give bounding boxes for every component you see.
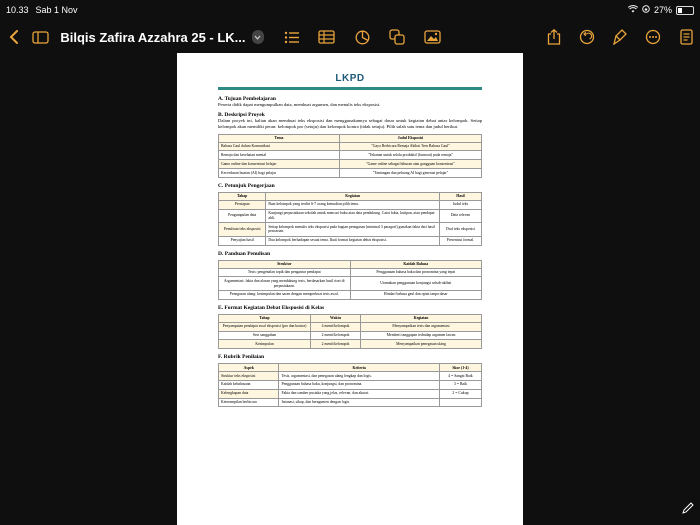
- table-cell: Kunjungi perpustakaan sekolah untuk mencari buku atau data pendukung. Catat fakta, kutipan, atau pendapat ahli.: [266, 209, 440, 223]
- chevron-left-icon: [9, 30, 19, 44]
- table-cell: Penyampaian pendapat awal eksposisi (pro dan kontra): [219, 322, 311, 331]
- table-row: [219, 372, 482, 381]
- table-cell: Draf teks eksposisi: [439, 223, 481, 237]
- table-row: [219, 331, 482, 340]
- heading-rule: [218, 87, 482, 90]
- table-cell: Memberi tanggapan terhadap argumen lawan: [361, 331, 482, 340]
- chevron-down-icon: [254, 35, 261, 40]
- section-b-title: B. Deskripsi Proyek: [218, 112, 265, 119]
- table-icon: [318, 30, 335, 44]
- table-cell: Tesis, argumentasi, dan penegasan ulang lengkap dan logis.: [279, 372, 439, 381]
- table-cell: Hindari bahasa gaul dan opini tanpa dasar: [350, 290, 482, 299]
- table-cell: Kecerdasan buatan (AI) bagi pelajar: [219, 169, 340, 178]
- section-b-text: Dalam proyek ini, kalian akan membuat teks eksposisi dan menggunakannya sebagai dasar untuk kegiatan debat antar kelompok. Setiap kelompok akan memiliki peran: kelompok pro (setuju) dan kelompok kontra (tidak setuju). Pilih salah satu tema dan judul berikut.: [218, 118, 482, 130]
- table-cell: Kaidah kebahasaan: [219, 380, 279, 389]
- wifi-icon: [628, 5, 638, 15]
- table-header: Skor (1-4): [439, 364, 481, 372]
- writing-guide-table: [218, 260, 482, 300]
- table-row: [219, 236, 482, 245]
- table-cell: 2 menit/kelompok: [311, 340, 361, 349]
- table-cell: Tesis: pengenalan topik dan pengantar pendapat: [219, 268, 351, 277]
- score-cell: 3 = Baik: [439, 380, 481, 389]
- table-row: [219, 169, 482, 178]
- table-header: Kaidah Bahasa: [350, 260, 482, 268]
- table-cell: Penggunaan bahasa baku dan pronomina yang tepat: [350, 268, 482, 277]
- lock-rotation-icon: [642, 5, 650, 15]
- table-cell: "Gaya Berbicara Remaja Akibat Tren Bahasa Gaul": [339, 142, 481, 151]
- table-row: [219, 290, 482, 299]
- table-cell: Penegasan ulang: kesimpulan dan saran dengan memperkuat tesis awal.: [219, 290, 351, 299]
- list-button[interactable]: [278, 22, 305, 52]
- table-cell: Presentasi formal.: [439, 236, 481, 245]
- table-cell: Bahasa Gaul dalam Komunikasi: [219, 142, 340, 151]
- undo-button[interactable]: [573, 22, 600, 52]
- table-cell: Menyampaikan tesis dan argumentasi: [361, 322, 482, 331]
- table-button[interactable]: [313, 22, 340, 52]
- section-f-title: F. Rubrik Penilaian: [218, 354, 265, 361]
- format-button[interactable]: [606, 22, 633, 52]
- table-header: Waktu: [311, 314, 361, 322]
- section-a-title: A. Tujuan Pembelajaran: [218, 96, 276, 102]
- edit-pencil-button[interactable]: [682, 501, 694, 519]
- status-time: 10.33: [6, 5, 29, 15]
- document-icon: [680, 29, 693, 45]
- document-options-button[interactable]: [673, 22, 700, 52]
- table-cell: Kesimpulan: [219, 340, 311, 349]
- back-button[interactable]: [0, 22, 27, 52]
- document-title[interactable]: Bilqis Zafira Azzahra 25 - LK...: [60, 29, 246, 45]
- table-header: Kegiatan: [361, 314, 482, 322]
- table-row: [219, 223, 482, 237]
- rubric-table: [218, 363, 482, 407]
- table-row: [219, 160, 482, 169]
- image-icon: [424, 30, 441, 44]
- table-cell: Dua kelompok berhadapan sesuai tema. Ikuti format kegiatan debat eksposisi.: [266, 236, 440, 245]
- steps-table: [218, 192, 482, 246]
- table-cell: "Tekanan untuk selalu produktif (burnout) pada remaja": [339, 151, 481, 160]
- shapes-button[interactable]: [384, 22, 411, 52]
- debate-format-table: [218, 314, 482, 349]
- table-header: Judul Eksposisi: [339, 134, 481, 142]
- toolbar: [0, 20, 700, 54]
- table-row: [219, 268, 482, 277]
- undo-icon: [579, 29, 595, 45]
- table-cell: Penyajian hasil: [219, 236, 266, 245]
- table-row: [219, 277, 482, 291]
- sidebar-icon: [32, 31, 49, 44]
- table-cell: Setiap kelompok menulis teks eksposisi pada bagian penugasan (minimal 3 paragraf) gunakan fakta dari hasil pencarian.: [266, 223, 440, 237]
- score-cell: 4 = Sangat Baik: [439, 372, 481, 381]
- table-cell: Sesi sanggahan: [219, 331, 311, 340]
- list-icon: [284, 31, 300, 44]
- table-cell: Intonasi, sikap, dan beragumen dengan logis.: [279, 398, 439, 407]
- table-row: [219, 340, 482, 349]
- section-c-title: C. Petunjuk Pengerjaan: [218, 182, 275, 189]
- table-cell: [439, 398, 481, 407]
- table-cell: Argumentasi: fakta dan alasan yang mendukung tesis, berdasarkan hasil riset di perpustakaan.: [219, 277, 351, 291]
- section-d-title: D. Panduan Penulisan: [218, 250, 271, 257]
- table-cell: Keterampilan berbicara: [219, 398, 279, 407]
- table-cell: Data relevan: [439, 209, 481, 223]
- table-cell: Game online dan konsentrasi belajar: [219, 160, 340, 169]
- table-cell: 2 menit/kelompok: [311, 331, 361, 340]
- chart-button[interactable]: [349, 22, 376, 52]
- section-a-text: Peserta didik dapat mengumpulkan data, membuat argumen, dan menulis teks eksposisi.: [218, 102, 381, 107]
- table-cell: Struktur teks eksposisi: [219, 372, 279, 381]
- table-cell: "Tantangan dan peluang AI bagi generasi pelajar": [339, 169, 481, 178]
- table-header: Hasil: [439, 192, 481, 200]
- pencil-icon: [682, 502, 694, 514]
- table-header: Kegiatan: [266, 192, 440, 200]
- table-row: [219, 389, 482, 398]
- sidebar-toggle-button[interactable]: [27, 22, 54, 52]
- table-cell: Utamakan penggunaan konjungsi sebab-akibat: [350, 277, 482, 291]
- more-icon: [645, 29, 661, 45]
- status-date: Sab 1 Nov: [35, 5, 78, 15]
- score-cell: 2 = Cukup: [439, 389, 481, 398]
- table-header: Aspek: [219, 364, 279, 372]
- shapes-icon: [389, 29, 405, 45]
- share-icon: [547, 29, 561, 45]
- share-button[interactable]: [540, 22, 567, 52]
- title-menu-button[interactable]: [252, 30, 265, 44]
- document-page[interactable]: [177, 53, 523, 525]
- paintbrush-icon: [613, 29, 627, 45]
- table-cell: Judul teks: [439, 200, 481, 209]
- table-row: [219, 380, 482, 389]
- table-header: Tahap: [219, 192, 266, 200]
- section-e-title: E. Format Kegiatan Debat Eksposisi di Kelas: [218, 304, 325, 311]
- table-cell: Pengumpulan data: [219, 209, 266, 223]
- document-heading: LKPD: [335, 73, 365, 84]
- pie-chart-icon: [355, 30, 370, 45]
- more-button[interactable]: [640, 22, 667, 52]
- table-row: [219, 142, 482, 151]
- table-cell: Penulisan teks eksposisi: [219, 223, 266, 237]
- table-cell: Fakta dan sumber pustaka yang jelas, relevan, dan akurat.: [279, 389, 439, 398]
- table-cell: Buat kelompok yang terdiri 6-7 orang kemudian pilih tema.: [266, 200, 440, 209]
- table-row: [219, 322, 482, 331]
- table-row: [219, 151, 482, 160]
- battery-icon: [676, 6, 694, 15]
- battery-percent: 27%: [653, 5, 672, 15]
- table-header: Tahap: [219, 314, 311, 322]
- table-header: Struktur: [219, 260, 351, 268]
- table-cell: Persiapan: [219, 200, 266, 209]
- table-cell: Penggunaan bahasa baku, konjungsi, dan pronomina.: [279, 380, 439, 389]
- table-cell: Kelengkapan data: [219, 389, 279, 398]
- table-header: Kriteria: [279, 364, 439, 372]
- table-row: [219, 209, 482, 223]
- media-button[interactable]: [419, 22, 446, 52]
- table-row: [219, 398, 482, 407]
- theme-table: [218, 134, 482, 178]
- table-row: [219, 200, 482, 209]
- status-bar: [0, 0, 700, 20]
- table-cell: Remaja dan kesehatan mental: [219, 151, 340, 160]
- table-cell: "Game online sebagai hiburan atau gangguan konsentrasi": [339, 160, 481, 169]
- table-header: Tema: [219, 134, 340, 142]
- table-cell: Menyampaikan penegasan ulang: [361, 340, 482, 349]
- table-cell: 4 menit/kelompok: [311, 322, 361, 331]
